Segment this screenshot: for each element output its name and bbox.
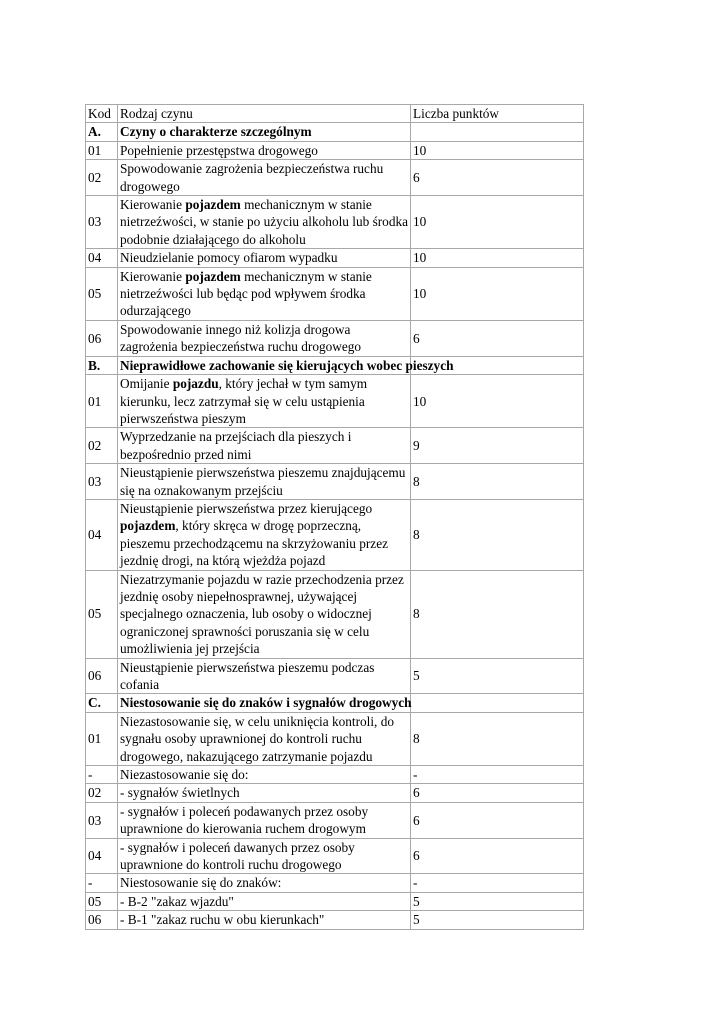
- row-code: 02: [86, 428, 118, 464]
- text-part: Kierowanie: [120, 197, 186, 213]
- row-points: 8: [411, 570, 584, 658]
- section-title: Nieprawidłowe zachowanie się kierujących wobec pieszych: [118, 356, 411, 374]
- bold-term: pojazdu: [172, 376, 219, 392]
- table-row: [86, 464, 584, 500]
- row-points: 6: [411, 160, 584, 196]
- section-a-row: [86, 123, 584, 141]
- text-part: Omijanie: [120, 376, 173, 392]
- row-code: -: [86, 766, 118, 784]
- row-text: Niezastosowanie się do:: [118, 766, 411, 784]
- table-row: [86, 874, 584, 892]
- row-text: Nieustąpienie pierwszeństwa pieszemu znajdującemu się na oznakowanym przejściu: [118, 464, 411, 500]
- row-points: -: [411, 766, 584, 784]
- row-points: 6: [411, 802, 584, 838]
- bold-term: pojazdem: [185, 197, 241, 213]
- row-points: 6: [411, 320, 584, 356]
- row-code: 05: [86, 570, 118, 658]
- row-points: 10: [411, 249, 584, 267]
- row-code: 04: [86, 499, 118, 570]
- table-row: [86, 838, 584, 874]
- section-code: C.: [86, 694, 118, 712]
- row-text: Nieudzielanie pomocy ofiarom wypadku: [118, 249, 411, 267]
- row-code: 02: [86, 784, 118, 802]
- row-code: 02: [86, 160, 118, 196]
- row-text: Niezatrzymanie pojazdu w razie przechodzenia przez jezdnię osoby niepełnosprawnej, używającej specjalnego oznaczenia, lub osoby o widocznej ograniczonej sprawności poruszania się w celu umożliwienia jej przejścia: [118, 570, 411, 658]
- bold-term: pojazdem: [185, 268, 241, 284]
- table-row: [86, 196, 584, 249]
- section-b-row: [86, 356, 584, 374]
- table-row: [86, 267, 584, 320]
- row-code: 04: [86, 249, 118, 267]
- header-type: Rodzaj czynu: [118, 105, 411, 123]
- table-row: [86, 911, 584, 929]
- text-part: Kierowanie: [120, 268, 186, 284]
- header-points: Liczba punktów: [411, 105, 584, 123]
- row-text: - B-2 "zakaz wjazdu": [118, 892, 411, 910]
- section-code: B.: [86, 356, 118, 374]
- row-code: 05: [86, 892, 118, 910]
- table-row: [86, 141, 584, 159]
- row-points: 8: [411, 464, 584, 500]
- row-text: Spowodowanie innego niż kolizja drogowa zagrożenia bezpieczeństwa ruchu drogowego: [118, 320, 411, 356]
- row-text: Nieustąpienie pierwszeństwa pieszemu podczas cofania: [118, 658, 411, 694]
- row-code: 01: [86, 712, 118, 765]
- bold-term: pojazdem: [120, 518, 176, 534]
- row-code: 03: [86, 464, 118, 500]
- table-row: [86, 784, 584, 802]
- row-text: Spowodowanie zagrożenia bezpieczeństwa ruchu drogowego: [118, 160, 411, 196]
- text-part: mechanicznym w stanie nietrzeźwości lub będąc pod wpływem środka odurzającego: [120, 268, 372, 319]
- table-row: [86, 658, 584, 694]
- table-row: [86, 428, 584, 464]
- row-points: 9: [411, 428, 584, 464]
- text-part: , który skręca w drogę poprzeczną, pieszemu przechodzącemu na skrzyżowaniu przez jezdnię drogi, na którą wjeżdża pojazd: [120, 518, 389, 569]
- row-points: 5: [411, 658, 584, 694]
- row-code: 06: [86, 320, 118, 356]
- table-row: [86, 712, 584, 765]
- row-text: Popełnienie przestępstwa drogowego: [118, 141, 411, 159]
- row-code: 01: [86, 141, 118, 159]
- table-row: [86, 802, 584, 838]
- row-points: 6: [411, 784, 584, 802]
- row-code: 01: [86, 375, 118, 428]
- text-part: , który jechał w tym samym kierunku, lecz zatrzymał się w celu ustąpienia pierwszeństwa pieszym: [120, 376, 368, 426]
- row-points: 10: [411, 141, 584, 159]
- header-row: [86, 105, 584, 123]
- table-row: [86, 570, 584, 658]
- text-part: Nieustąpienie pierwszeństwa przez kierującego: [120, 500, 373, 516]
- section-title: Czyny o charakterze szczególnym: [118, 123, 411, 141]
- row-text: Niestosowanie się do znaków:: [118, 874, 411, 892]
- table-row: [86, 499, 584, 570]
- row-points: 8: [411, 499, 584, 570]
- row-code: 06: [86, 911, 118, 929]
- empty-cell: [411, 694, 584, 712]
- table-row: [86, 766, 584, 784]
- table-row: [86, 249, 584, 267]
- row-points: 6: [411, 838, 584, 874]
- row-code: 05: [86, 267, 118, 320]
- row-code: 06: [86, 658, 118, 694]
- row-text: - sygnałów świetlnych: [118, 784, 411, 802]
- row-points: 8: [411, 712, 584, 765]
- row-text: [118, 267, 411, 320]
- table-row: [86, 375, 584, 428]
- row-code: 04: [86, 838, 118, 874]
- row-points: -: [411, 874, 584, 892]
- row-text: [118, 196, 411, 249]
- row-text: Niezastosowanie się, w celu uniknięcia kontroli, do sygnału osoby uprawnionej do kontroli ruchu drogowego, nakazującego zatrzymanie pojazdu: [118, 712, 411, 765]
- table-row: [86, 320, 584, 356]
- text-part: mechanicznym w stanie nietrzeźwości, w stanie po użyciu alkoholu lub środka podobnie działającego do alkoholu: [120, 197, 409, 247]
- row-code: 03: [86, 196, 118, 249]
- section-title: Niestosowanie się do znaków i sygnałów drogowych: [118, 694, 411, 712]
- row-points: 10: [411, 267, 584, 320]
- row-text: - B-1 "zakaz ruchu w obu kierunkach": [118, 911, 411, 929]
- row-text: - sygnałów i poleceń podawanych przez osoby uprawnione do kierowania ruchem drogowym: [118, 802, 411, 838]
- empty-cell: [411, 123, 584, 141]
- row-points: 5: [411, 911, 584, 929]
- row-text: - sygnałów i poleceń dawanych przez osoby uprawnione do kontroli ruchu drogowego: [118, 838, 411, 874]
- row-code: -: [86, 874, 118, 892]
- section-c-row: [86, 694, 584, 712]
- header-code: Kod: [86, 105, 118, 123]
- table-row: [86, 160, 584, 196]
- row-points: 5: [411, 892, 584, 910]
- section-code: A.: [86, 123, 118, 141]
- row-text: Wyprzedzanie na przejściach dla pieszych i bezpośrednio przed nimi: [118, 428, 411, 464]
- table-row: [86, 892, 584, 910]
- row-points: 10: [411, 375, 584, 428]
- row-text: [118, 375, 411, 428]
- penalty-points-table: [85, 104, 584, 930]
- row-text: [118, 499, 411, 570]
- row-code: 03: [86, 802, 118, 838]
- row-points: 10: [411, 196, 584, 249]
